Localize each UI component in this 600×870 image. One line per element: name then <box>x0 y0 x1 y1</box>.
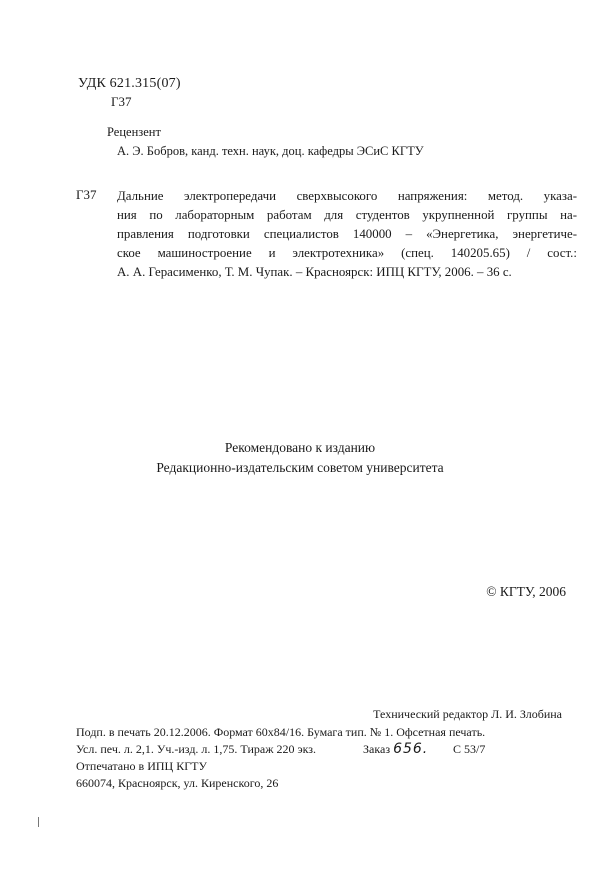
sheet-code: С 53/7 <box>453 742 486 756</box>
reviewer-label: Рецензент <box>107 125 161 139</box>
technical-editor: Технический редактор Л. И. Злобина <box>373 707 562 721</box>
recommendation-line-2: Редакционно-издательским советом университета <box>156 460 444 475</box>
order-label: Заказ <box>363 742 391 756</box>
imprint-line-with-order <box>76 741 485 758</box>
bibliography-line: ское машиностроение и электротехника» (спец. 140205.65) / сост.: <box>117 246 577 260</box>
imprint-line: Подп. в печать 20.12.2006. Формат 60х84/16. Бумага тип. № 1. Офсетная печать. <box>76 725 486 739</box>
bibliography-line: А. А. Герасименко, Т. М. Чупак. – Красноярск: ИПЦ КГТУ, 2006. – 36 с. <box>117 265 512 279</box>
order-field <box>363 741 428 758</box>
bibliography-line: правления подготовки специалистов 140000 – «Энергетика, энергетиче- <box>117 227 577 241</box>
author-mark: Г37 <box>111 94 132 109</box>
bibliography-line: ния по лабораторным работам для студентов укрупненной группы на- <box>117 208 577 222</box>
imprint-address: 660074, Красноярск, ул. Киренского, 26 <box>76 776 279 790</box>
recommendation-line-1: Рекомендовано к изданию <box>224 440 376 455</box>
order-number-handwritten: 656. <box>393 741 429 757</box>
udk-index: УДК 621.315(07) <box>78 76 181 91</box>
bibliography-line: Дальние электропередачи сверхвысокого напряжения: метод. указа- <box>117 189 577 203</box>
copyright-notice: © КГТУ, 2006 <box>486 584 566 599</box>
imprint-print-sheets: Усл. печ. л. 2,1. Уч.-изд. л. 1,75. Тираж 220 экз. <box>76 742 317 756</box>
imprint-line: Отпечатано в ИПЦ КГТУ <box>76 759 207 773</box>
bibliography-author-mark: Г37 <box>76 187 97 202</box>
bibliographic-description <box>117 187 577 282</box>
reviewer-name: А. Э. Бобров, канд. техн. наук, доц. кафедры ЭСиС КГТУ <box>117 144 424 158</box>
scan-mark <box>38 817 39 827</box>
imprint-block <box>76 724 485 792</box>
